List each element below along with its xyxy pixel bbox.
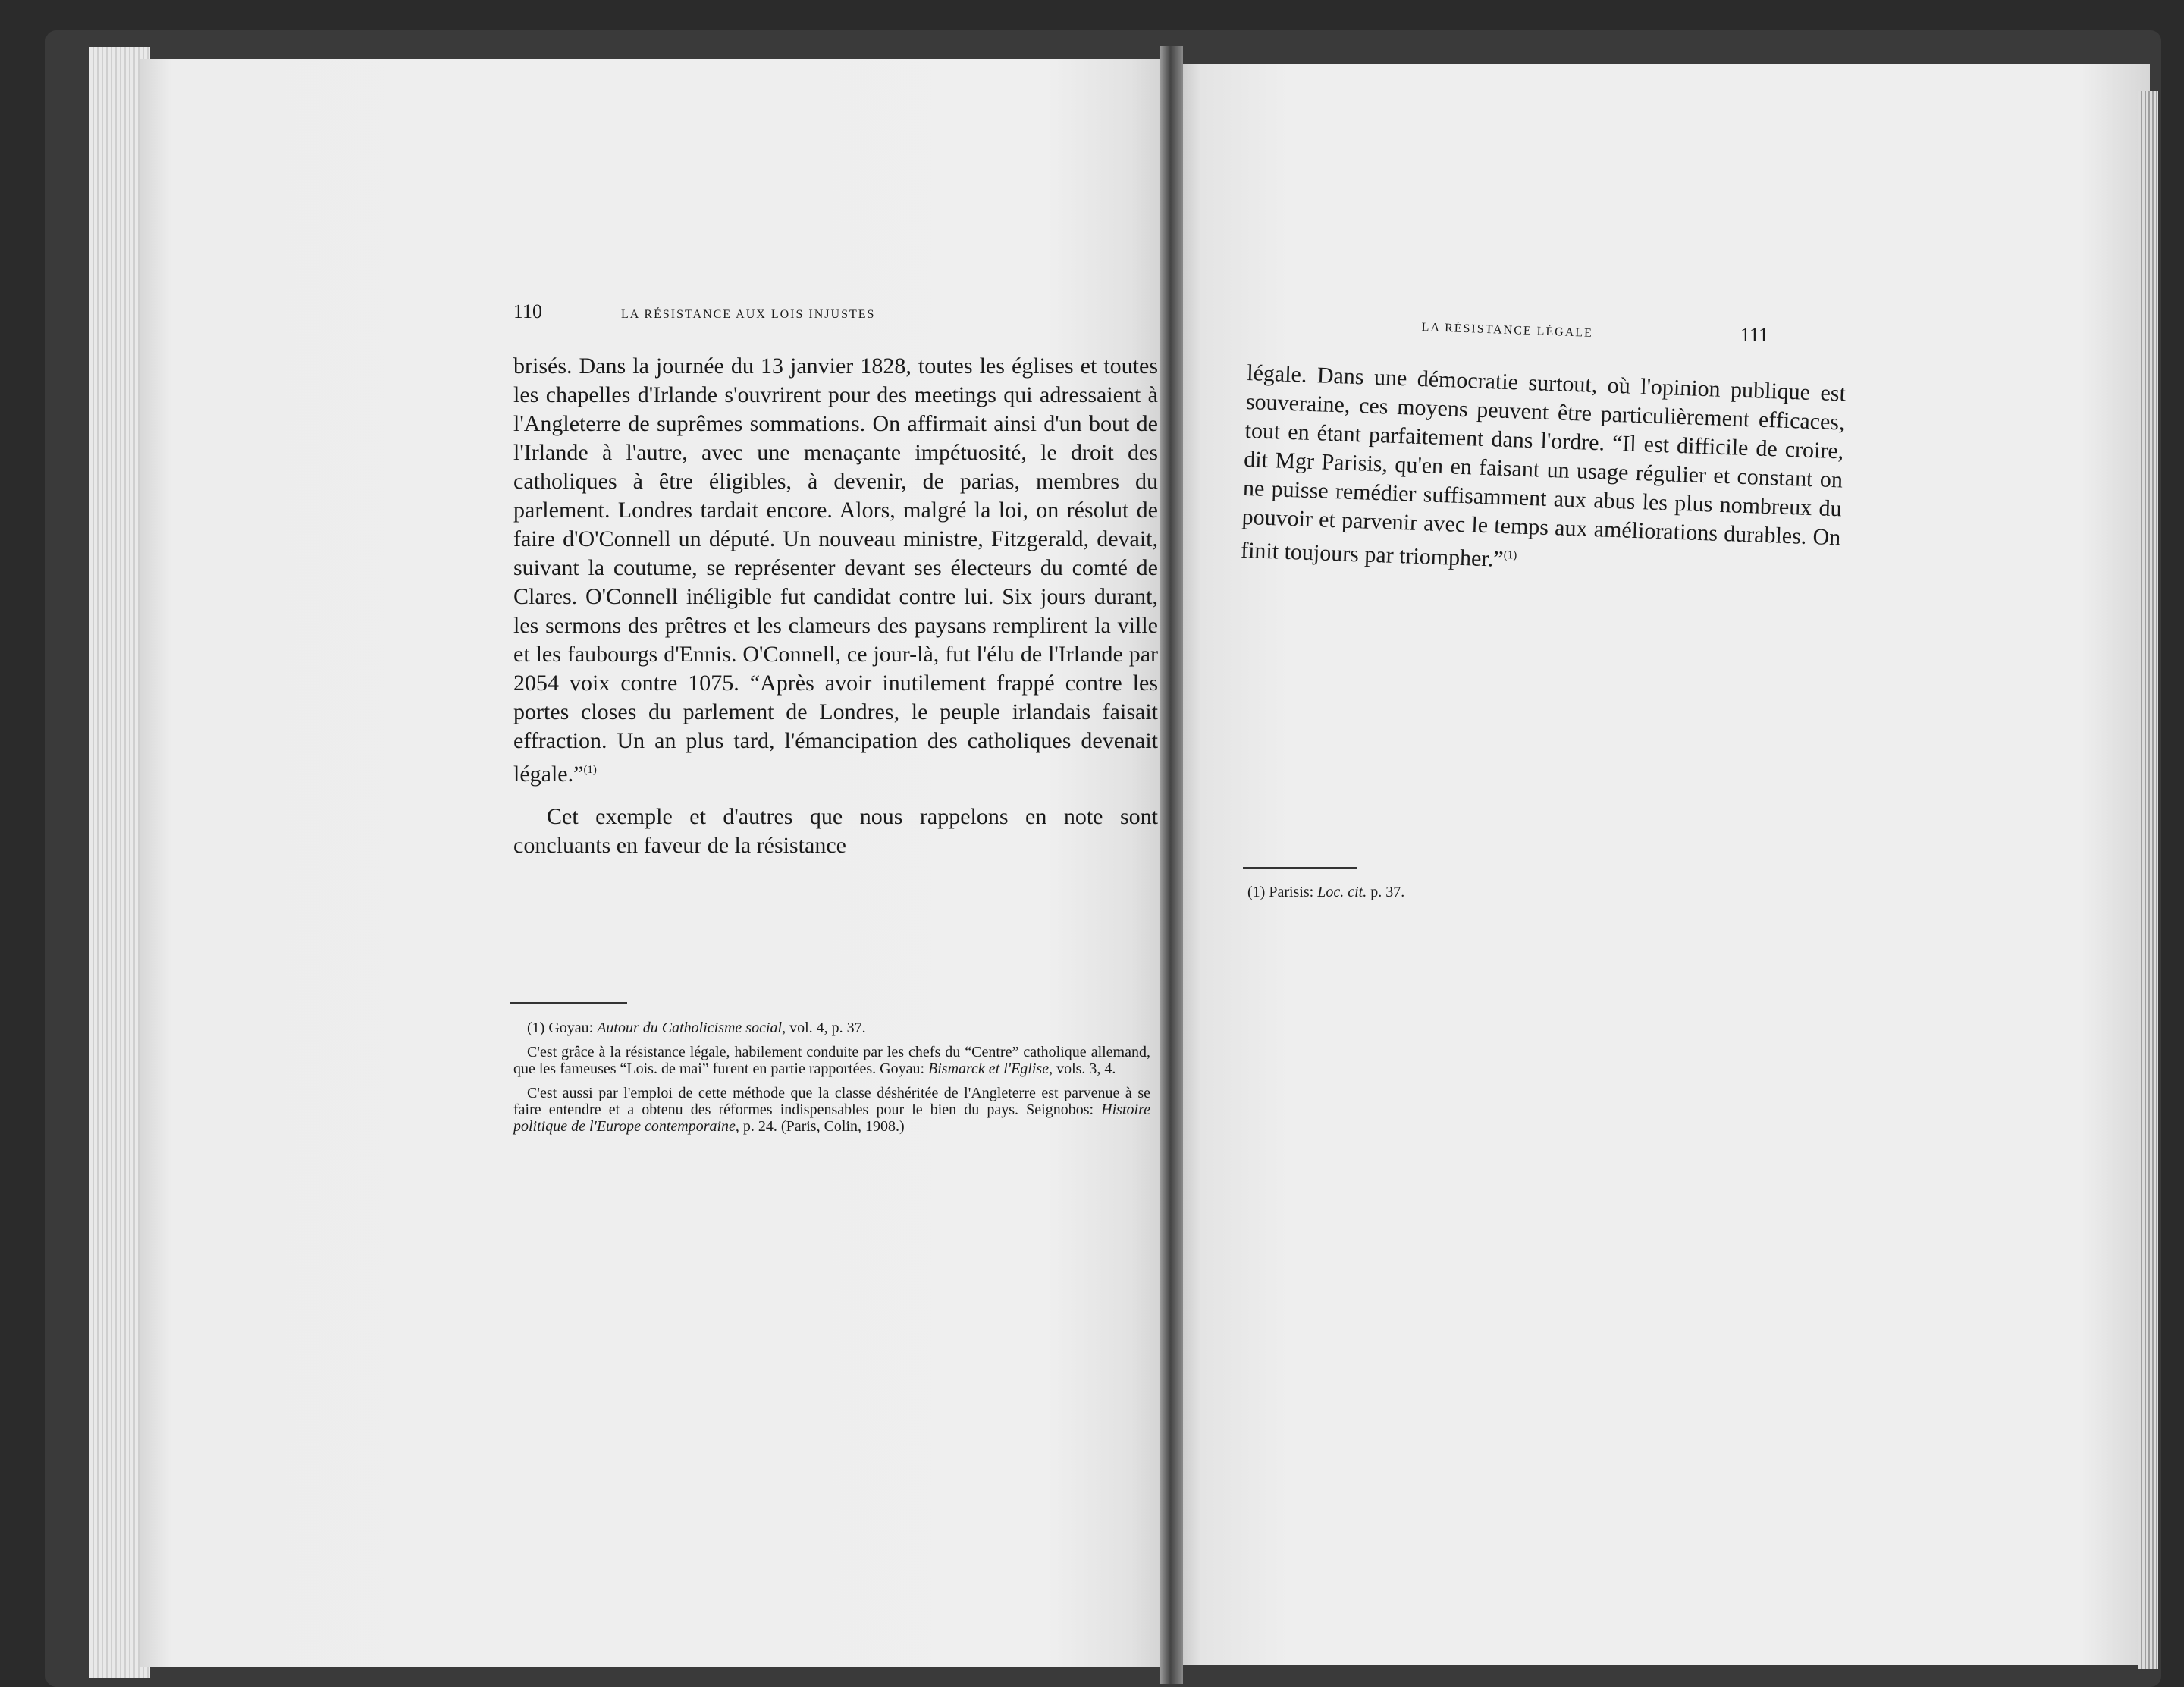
footnote-rule bbox=[1243, 867, 1357, 869]
book-gutter bbox=[1160, 46, 1183, 1684]
paragraph: brisés. Dans la journée du 13 janvier 1828, toutes les églises et toutes les chapelles d'Irlande s'ouvrirent pour des meetings qui adressaient à l'Angleterre de suprêmes sommations. On affirmait ainsi d'un bout de l'Irlande à l'autre, avec une menaçante impétuosité, le droit des catholiques à être éligibles, à devenir, de parias, membres du parlement. Londres tardait encore. Alors, malgré la loi, on résolut de faire d'O'Connell un député. Un nouveau ministre, Fitzgerald, devait, suivant la coutume, se représenter devant ses électeurs du comté de Clares. O'Connell inéligible fut candidat contre lui. Six jours durant, les sermons des prêtres et les clameurs des paysans remplirent la ville et les faubourgs d'Ennis. O'Connell, ce jour-là, fut l'élu de l'Irlande par 2054 voix contre 1075. “Après avoir inutilement frappé contre les portes closes du parlement de Londres, le peuple irlandais faisait effraction. Un an plus tard, l'émancipation des catholiques devenait légale.”$^{(1)}$ bbox=[513, 353, 1158, 787]
footnotes bbox=[1247, 884, 1778, 908]
page-number: 110 bbox=[513, 300, 543, 322]
paragraph: légale. Dans une démocratie surtout, où l'opinion publique est souveraine, ces moyens peuvent être particulièrement efficaces, tout en étant parfaitement dans l'ordre. “Il est difficile de croire, dit Mgr Parisis, qu'en en faisant un usage régulier et constant on ne puisse remédier suffisamment aux abus les plus nombreux du pouvoir et parvenir avec le temps aux améliorations durables. On finit toujours par triompher.”$^{(1)}$ bbox=[1240, 360, 1847, 572]
footnote: (1) Goyau: Autour du Catholicisme social, vol. 4, p. 37. bbox=[527, 1019, 866, 1036]
running-head: LA RÉSISTANCE AUX LOIS INJUSTES bbox=[621, 308, 876, 321]
running-head: LA RÉSISTANCE LÉGALE bbox=[1421, 321, 1594, 340]
main-text bbox=[1241, 359, 1847, 586]
note-reference: (1) bbox=[583, 764, 597, 776]
main-text bbox=[513, 352, 1158, 860]
footnotes bbox=[513, 1019, 1150, 1142]
left-page bbox=[140, 59, 1172, 1667]
footnote-rule bbox=[510, 1002, 627, 1004]
footnote: C'est aussi par l'emploi de cette méthode que la classe déshéritée de l'Angleterre est parvenue à se faire entendre et a obtenu des réformes indispensables pour le bien du pays. Seignobos: Histoire politique de l'Europe contemporaine, p. 24. (Paris, Colin, 1908.) bbox=[513, 1085, 1150, 1135]
footnote: (1) Parisis: Loc. cit. p. 37. bbox=[1247, 884, 1405, 900]
right-page bbox=[1172, 64, 2150, 1665]
page-number: 111 bbox=[1740, 324, 1769, 346]
paragraph: Cet exemple et d'autres que nous rappelons en note sont concluants en faveur de la résistance bbox=[513, 804, 1158, 858]
page-edges-right bbox=[2138, 91, 2158, 1669]
footnote: C'est grâce à la résistance légale, habilement conduite par les chefs du “Centre” catholique allemand, que les fameuses “Lois. de mai” furent en partie rapportées. Goyau: Bismarck et l'Eglise, vols. 3, 4. bbox=[513, 1044, 1150, 1077]
note-reference: (1) bbox=[1503, 548, 1517, 562]
